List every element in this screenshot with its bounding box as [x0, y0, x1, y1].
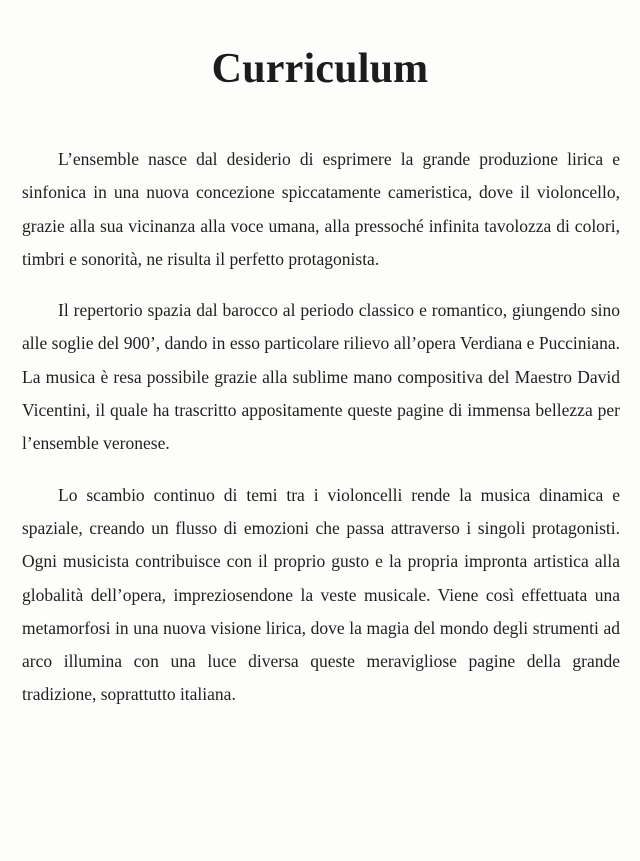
body-text — [22, 143, 620, 730]
paragraph-exchange: Lo scambio continuo di temi tra i violoncelli rende la musica dinamica e spaziale, creando un flusso di emozioni che passa attraverso i singoli protagonisti. Ogni musicista contribuisce con il proprio gusto e la propria impronta artistica alla globalità dell’opera, impreziosendone la veste musicale. Viene così effettuata una metamorfosi in una nuova visione lirica, dove la magia del mondo degli strumenti ad arco illumina con una luce diversa queste meravigliose pagine della grande tradizione, soprattutto italiana. — [22, 484, 620, 705]
page-title: Curriculum — [211, 46, 429, 92]
paragraph-intro: L’ensemble nasce dal desiderio di esprimere la grande produzione lirica e sinfonica in una nuova concezione spiccatamente cameristica, dove il violoncello, grazie alla sua vicinanza alla voce umana, alla pressoché infinita tavolozza di colori, timbri e sonorità, ne risulta il perfetto protagonista. — [22, 149, 620, 269]
paragraph-repertoire: Il repertorio spazia dal barocco al periodo classico e romantico, giungendo sino alle soglie del 900’, dando in esso particolare rilievo all’opera Verdiana e Pucciniana. La musica è resa possibile grazie alla sublime mano compositiva del Maestro David Vicentini, il quale ha trascritto appositamente queste pagine di immensa bellezza per l’ensemble veronese. — [22, 300, 620, 454]
